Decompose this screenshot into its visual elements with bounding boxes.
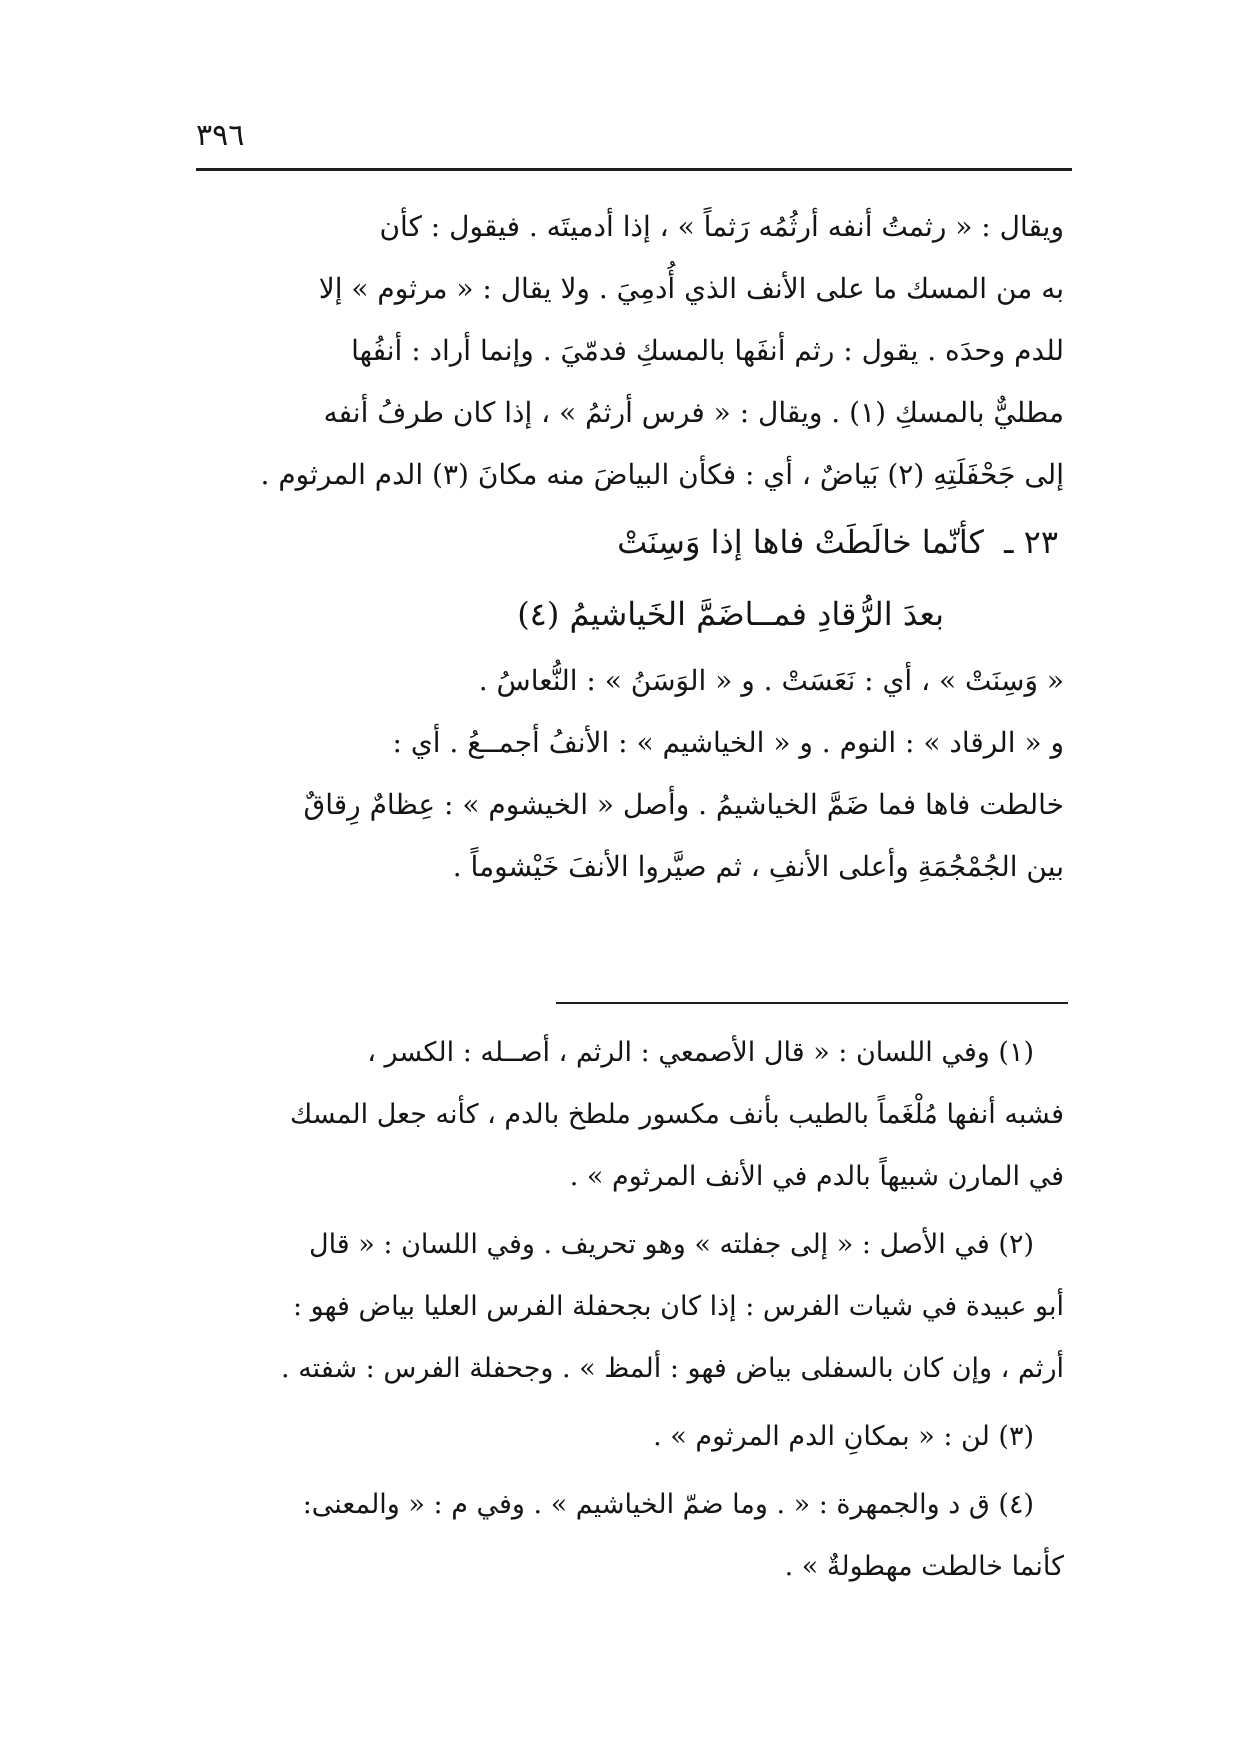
footnote-4 (208, 1474, 1064, 1598)
footnote-1 (208, 1022, 1064, 1208)
main-text (208, 196, 1064, 898)
body-line: بين الجُمْجُمَةِ وأعلى الأنفِ ، ثم صيَّروا الأنفَ خَيْشوماً . (452, 850, 1064, 883)
body-line: به من المسك ما على الأنف الذي أُدمِيَ . ولا يقال : « مرثوم » إلا (318, 272, 1064, 305)
footnote-line: (٢) في الأصل : « إلى جفلته » وهو تحريف . وفي اللسان : « قال (308, 1229, 1034, 1260)
body-line: خالطت فاها فما ضَمَّ الخياشيمُ . وأصل « الخيشوم » : عِظامٌ رِقاقٌ (303, 788, 1064, 821)
footnote-2 (208, 1214, 1064, 1400)
verse-first-hemistich-row (208, 506, 1064, 578)
verse-second-hemistich: بعدَ الرُّقادِ فمــاضَمَّ الخَياشيمُ (٤) (517, 595, 944, 633)
body-line: إلى جَحْفَلَتِهِ (٢) بَياضٌ ، أي : فكأن البياضَ منه مكانَ (٣) الدم المرثوم . (260, 458, 1064, 491)
footnotes (208, 1022, 1064, 1598)
footnote-line: في المارن شبيهاً بالدم في الأنف المرثوم » . (569, 1161, 1064, 1192)
body-line: مطليٌّ بالمسكِ (١) . ويقال : « فرس أرثمُ » ، إذا كان طرفُ أنفه (323, 396, 1064, 429)
verse-first-hemistich: كأنّما خالَطَتْ فاها إذا وَسِنَتْ (617, 523, 984, 561)
footnote-line: فشبه أنفها مُلْغَماً بالطيب بأنف مكسور ملطخ بالدم ، كأنه جعل المسك (289, 1099, 1064, 1130)
footnote-line: (٤) ق د والجمهرة : « . وما ضمّ الخياشيم » . وفي م : « والمعنى: (302, 1489, 1034, 1520)
body-line: للدم وحدَه . يقول : رثم أنفَها بالمسكِ فدمّيَ . وإنما أراد : أنفُها (351, 334, 1064, 367)
verse-number: ٢٣ ـ (1004, 523, 1058, 561)
verse-second-hemistich-row (208, 578, 1064, 650)
footnote-line: أبو عبيدة في شيات الفرس : إذا كان بجحفلة الفرس العليا بياض فهو : (292, 1291, 1064, 1322)
body-line: و « الرقاد » : النوم . و « الخياشيم » : الأنفُ أجمــعُ . أي : (392, 726, 1064, 759)
footnote-line: كأنما خالطت مهطولةٌ » . (784, 1551, 1064, 1582)
body-line: « وَسِنَتْ » ، أي : نَعَسَتْ . و « الوَسَنُ » : النُّعاسُ . (478, 664, 1064, 697)
footnote-line: (١) وفي اللسان : « قال الأصمعي : الرثم ، أصــله : الكسر ، (367, 1037, 1034, 1068)
page-number: ٣٩٦ (196, 118, 245, 153)
header-rule (196, 168, 1072, 171)
footnote-3 (208, 1406, 1064, 1468)
body-line: ويقال : « رثمتُ أنفه أرثُمُه رَثماً » ، إذا أدميتَه . فيقول : كأن (379, 210, 1064, 243)
footnote-line: (٣) لن : « بمكانِ الدم المرثوم » . (653, 1421, 1034, 1452)
footnote-rule (556, 1002, 1068, 1004)
footnote-line: أرثم ، وإن كان بالسفلى بياض فهو : ألمظ » . وجحفلة الفرس : شفته . (281, 1353, 1064, 1384)
